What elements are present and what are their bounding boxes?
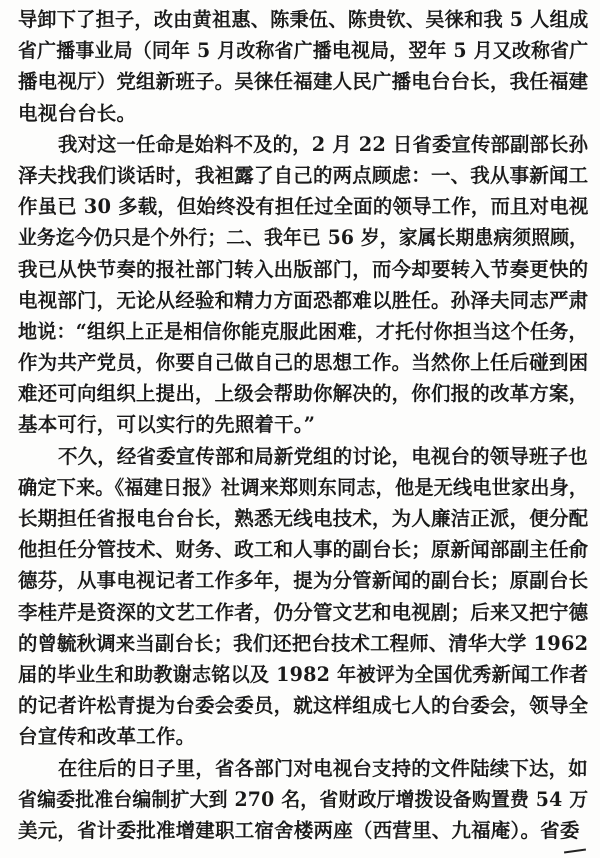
text-line: 作为共产党员，你要自己做自己的思想工作。当然你上任后碰到困: [18, 351, 588, 375]
text-line: 不久，经省委宣传部和局新党组的讨论，电视台的领导班子也: [58, 444, 588, 468]
body-text: [18, 4, 588, 846]
page-corner-mark: [564, 848, 586, 853]
text-line: 我已从快节奏的报社部门转入出版部门，而今却要转入节奏更快的: [18, 257, 588, 281]
text-line: 地说：“组织上正是相信你能克服此困难，才托付你担当这个任务，: [18, 319, 588, 343]
text-line: 他担任分管技术、财务、政工和人事的副台长；原新闻部副主任俞: [18, 538, 588, 562]
text-line: 确定下来。《福建日报》社调来郑则东同志，他是无线电世家出身，: [18, 475, 588, 499]
text-line: 省广播事业局（同年 5 月改称省广播电视局，翌年 5 月又改称省广: [18, 39, 588, 63]
text-line: 美元，省计委批准增建职工宿舍楼两座（西营里、九福庵）。省委: [18, 818, 580, 842]
text-line: 德芬，从事电视记者工作多年，提为分管新闻的副台长；原副台长: [18, 569, 588, 593]
text-line: 电视部门，无论从经验和精力方面恐都难以胜任。孙泽夫同志严肃: [18, 288, 588, 312]
text-line: 的记者许松青提为台委会委员，就这样组成七人的台委会，领导全: [18, 694, 588, 718]
text-line: 电视台台长。: [18, 101, 137, 125]
text-line: 业务迄今仍只是个外行；二、我年已 56 岁，家属长期患病须照顾，: [18, 226, 588, 250]
text-line: 泽夫找我们谈话时，我袒露了自己的两点顾虑：一、我从事新闻工: [18, 163, 588, 187]
text-line: 省编委批准台编制扩大到 270 名，省财政厅增拨设备购置费 54 万: [18, 787, 588, 811]
text-line: 我对这一任命是始料不及的，2 月 22 日省委宣传部副部长孙: [58, 132, 588, 156]
text-line: 播电视厅）党组新班子。吴徕任福建人民广播电台台长，我任福建: [18, 70, 588, 94]
text-line: 长期担任省报电台台长，熟悉无线电技术，为人廉洁正派，便分配: [18, 507, 588, 530]
text-line: 在往后的日子里，省各部门对电视台支持的文件陆续下达，如: [58, 756, 588, 780]
text-line: 导卸下了担子，改由黄祖惠、陈秉伍、陈贵钦、吴徕和我 5 人组成: [18, 8, 588, 31]
text-line: 李桂芹是资深的文艺工作者，仍分管文艺和电视剧；后来又把宁德: [18, 600, 588, 624]
text-line: 作虽已 30 多载，但始终没有担任过全面的领导工作，而且对电视: [18, 195, 588, 219]
text-line: 台宣传和改革工作。: [18, 725, 196, 749]
text-line: 的曾毓秋调来当副台长；我们还把台技术工程师、清华大学 1962: [18, 631, 588, 655]
text-line: 难还可向组织上提出，上级会帮助你解决的，你们报的改革方案，: [18, 382, 588, 406]
text-line: 届的毕业生和助教谢志铭以及 1982 年被评为全国优秀新闻工作者: [18, 662, 588, 686]
text-line: 基本可行，可以实行的先照着干。”: [18, 413, 316, 437]
